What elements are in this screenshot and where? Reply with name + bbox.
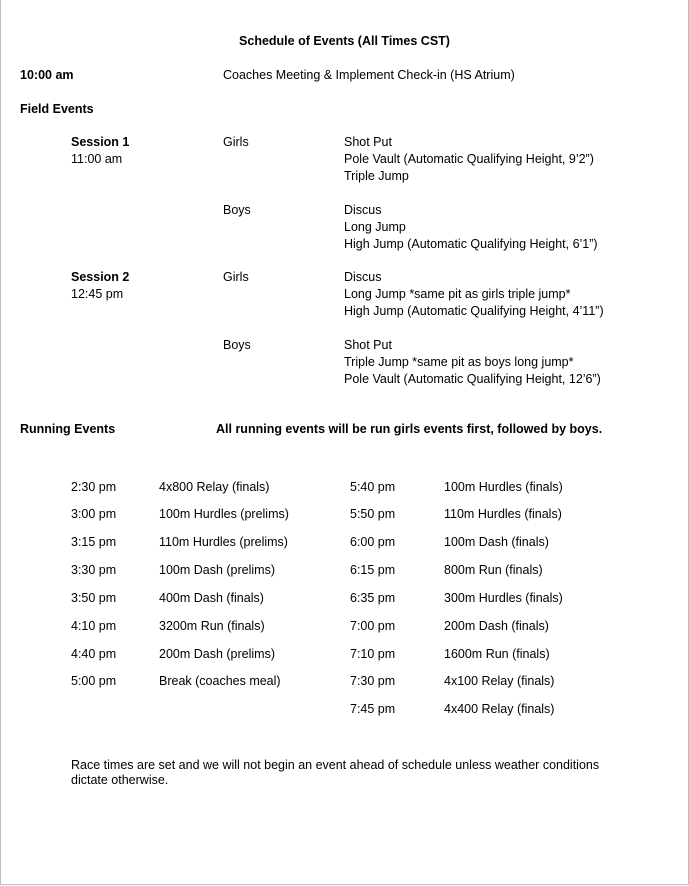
gender-label: Boys (223, 203, 251, 217)
run-event: 400m Dash (finals) (159, 591, 264, 605)
field-event: Long Jump (344, 220, 406, 234)
run-event: 200m Dash (finals) (444, 619, 549, 633)
run-time: 7:10 pm (350, 647, 396, 661)
field-event: Shot Put (344, 135, 392, 149)
session-label: Session 2 (71, 270, 130, 284)
field-event: Discus (344, 270, 382, 284)
run-event: 100m Hurdles (prelims) (159, 507, 289, 521)
run-event: 100m Hurdles (finals) (444, 480, 563, 494)
run-event: 100m Dash (finals) (444, 535, 549, 549)
field-event: Pole Vault (Automatic Qualifying Height, 9’2”) (344, 152, 594, 166)
run-event: Break (coaches meal) (159, 674, 281, 688)
running-events-heading: Running Events (20, 422, 116, 436)
run-event: 300m Hurdles (finals) (444, 591, 563, 605)
session-time: 11:00 am (71, 152, 123, 166)
run-event: 110m Hurdles (prelims) (159, 535, 288, 549)
run-event: 1600m Run (finals) (444, 647, 550, 661)
field-event: Pole Vault (Automatic Qualifying Height, 12’6”) (344, 372, 601, 386)
run-time: 4:10 pm (71, 619, 117, 633)
field-event: High Jump (Automatic Qualifying Height, 4’11”) (344, 304, 604, 318)
opening-time: 10:00 am (20, 68, 74, 82)
gender-label: Boys (223, 338, 251, 352)
run-time: 6:15 pm (350, 563, 396, 577)
run-event: 110m Hurdles (finals) (444, 507, 562, 521)
field-event: Triple Jump *same pit as boys long jump* (344, 355, 574, 369)
run-time: 5:00 pm (71, 674, 117, 688)
field-event: Shot Put (344, 338, 392, 352)
gender-label: Girls (223, 135, 249, 149)
run-time: 3:00 pm (71, 507, 117, 521)
field-event: Discus (344, 203, 382, 217)
run-time: 5:40 pm (350, 480, 396, 494)
run-event: 100m Dash (prelims) (159, 563, 276, 577)
run-time: 7:00 pm (350, 619, 396, 633)
run-event: 200m Dash (prelims) (159, 647, 276, 661)
run-event: 4x400 Relay (finals) (444, 702, 555, 716)
run-event: 800m Run (finals) (444, 563, 543, 577)
run-event: 4x800 Relay (finals) (159, 480, 270, 494)
field-events-heading: Field Events (20, 102, 94, 116)
session-label: Session 1 (71, 135, 130, 149)
field-event: Long Jump *same pit as girls triple jump* (344, 287, 571, 301)
footer-note: Race times are set and we will not begin an event ahead of schedule unless weather conditions dictate otherwise. (71, 758, 600, 787)
run-time: 6:00 pm (350, 535, 396, 549)
field-event: High Jump (Automatic Qualifying Height, 6’1”) (344, 237, 598, 251)
opening-event: Coaches Meeting & Implement Check-in (HS Atrium) (223, 68, 515, 82)
run-time: 3:30 pm (71, 563, 117, 577)
run-time: 2:30 pm (71, 480, 117, 494)
running-events-note: All running events will be run girls events first, followed by boys. (216, 422, 603, 436)
page-title: Schedule of Events (All Times CST) (239, 34, 450, 48)
run-time: 5:50 pm (350, 507, 396, 521)
field-event: Triple Jump (344, 169, 409, 183)
run-time: 6:35 pm (350, 591, 396, 605)
run-event: 3200m Run (finals) (159, 619, 265, 633)
gender-label: Girls (223, 270, 249, 284)
run-time: 7:45 pm (350, 702, 396, 716)
session-time: 12:45 pm (71, 287, 124, 301)
run-time: 3:50 pm (71, 591, 117, 605)
run-time: 3:15 pm (71, 535, 117, 549)
run-time: 7:30 pm (350, 674, 396, 688)
run-event: 4x100 Relay (finals) (444, 674, 555, 688)
run-time: 4:40 pm (71, 647, 117, 661)
